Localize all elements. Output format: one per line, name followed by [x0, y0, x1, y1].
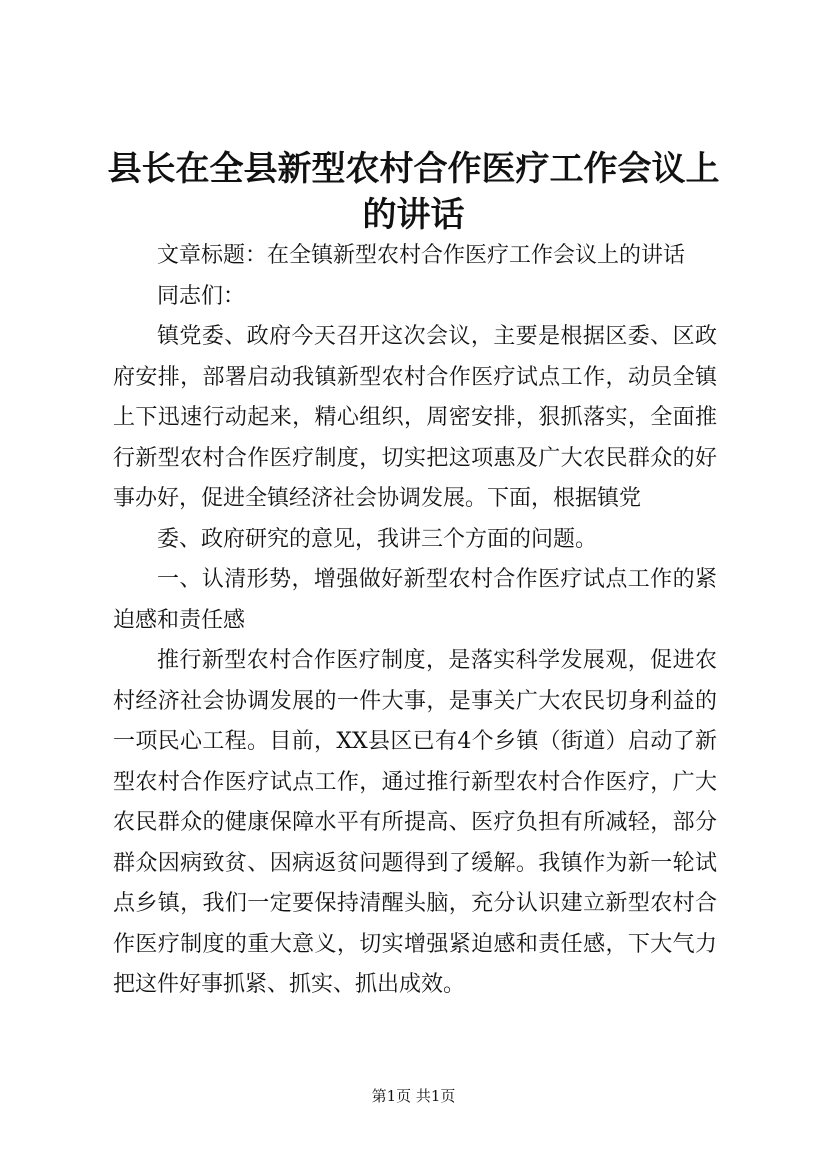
salutation: 同志们：	[157, 283, 246, 309]
section-heading: 一、认清形势，增强做好新型农村合作医疗试点工作的紧迫感和责任感	[113, 567, 717, 633]
body-paragraph: 镇党委、政府今天召开这次会议，主要是根据区委、区政府安排，部署启动我镇新型农村合作医疗试点工作，动员全镇上下迅速行动起来，精心组织，周密安排，狠抓落实，全面推行新型农村合作医疗制度，切实把这项惠及广大农民群众的好事办好，促进全镇经济社会协调发展。下面，根据镇党	[113, 324, 717, 511]
article-title-line: 文章标题：在全镇新型农村合作医疗工作会议上的讲话	[157, 243, 686, 268]
body-paragraph: 委、政府研究的意见，我讲三个方面的问题。	[157, 526, 598, 552]
document-title: 县长在全县新型农村合作医疗工作会议上的讲话	[107, 149, 720, 235]
document-body	[113, 236, 717, 1006]
page-footer: 第1页 共1页	[371, 1087, 456, 1105]
body-paragraph: 推行新型农村合作医疗制度，是落实科学发展观，促进农村经济社会协调发展的一件大事，是事关广大农民切身利益的一项民心工程。目前，XX县区已有4个乡镇（街道）启动了新型农村合作医疗试点工作，通过推行新型农村合作医疗，广大农民群众的健康保障水平有所提高、医疗负担有所减轻，部分群众因病致贫、因病返贫问题得到了缓解。我镇作为新一轮试点乡镇，我们一定要保持清醒头脑，充分认识建立新型农村合作医疗制度的重大意义，切实增强紧迫感和责任感，下大气力把这件好事抓紧、抓实、抓出成效。	[113, 648, 717, 997]
